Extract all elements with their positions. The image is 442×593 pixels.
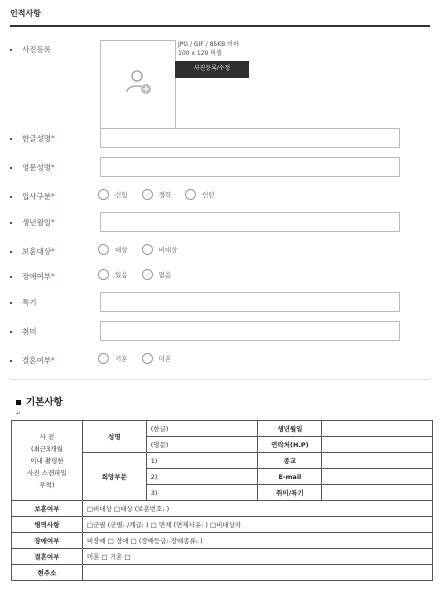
birth-input[interactable] bbox=[100, 212, 400, 232]
hobby-label: 취미 bbox=[22, 327, 37, 336]
veteran-cell: □비대상 □대상 (보훈번호: ) bbox=[82, 501, 432, 517]
korean-name-input[interactable] bbox=[100, 128, 400, 148]
wish2-cell: 2) bbox=[146, 469, 258, 485]
name-header: 성명 bbox=[82, 421, 146, 453]
veteran-radios bbox=[98, 244, 191, 255]
entry-type-row: 입사구분* 신입 경력 인턴 bbox=[10, 189, 430, 203]
section-divider bbox=[10, 25, 430, 27]
veteran-label: 보훈대상 bbox=[22, 247, 51, 256]
section-divider-light bbox=[10, 379, 430, 380]
specialty-label: 특기 bbox=[22, 298, 37, 307]
square-bullet-icon bbox=[16, 400, 21, 405]
photo-upload-button[interactable]: 사진등록/수정 bbox=[175, 61, 249, 78]
address-cell bbox=[82, 565, 432, 581]
birth-header: 생년월일 bbox=[258, 421, 322, 437]
bullet bbox=[10, 251, 12, 253]
radio-career[interactable]: 경력 bbox=[142, 189, 172, 200]
radio-disability-yes[interactable]: 있음 bbox=[98, 269, 128, 280]
entry-type-radios bbox=[98, 189, 229, 200]
disability-cell: 비장애 □ 장애 □ (장애등급: 장애종류: ) bbox=[82, 533, 432, 549]
photo-upload-box[interactable] bbox=[100, 40, 176, 140]
bullet bbox=[10, 276, 12, 278]
radio-single[interactable]: 미혼 bbox=[142, 353, 172, 364]
hobby-cell bbox=[322, 485, 433, 501]
bullet bbox=[10, 302, 12, 304]
religion-header: 종교 bbox=[258, 453, 322, 469]
email-header: E-mail bbox=[258, 469, 322, 485]
hobby-header: 취미/특기 bbox=[258, 485, 322, 501]
name-eng-cell: (영문) bbox=[146, 437, 258, 453]
bullet bbox=[10, 222, 12, 224]
photo-label: 사진등록 bbox=[22, 45, 51, 54]
wish1-cell: 1) bbox=[146, 453, 258, 469]
photo-cell: 사 진 (최근3개월 이내 촬영한 사진 스캔파일 부착) bbox=[12, 421, 83, 501]
disability-radios bbox=[98, 269, 185, 280]
name-kor-cell: (한글) bbox=[146, 421, 258, 437]
disability-row: 장애여부* 있음 없음 bbox=[10, 269, 430, 283]
military-cell: □군필 (군별: /계급: ) □ 면제 (면제사유: ) □비대상자 bbox=[82, 517, 432, 533]
radio-veteran-no[interactable]: 비대상 bbox=[142, 244, 178, 255]
doc-heading: 기본사항 bbox=[16, 394, 63, 408]
radio-new[interactable]: 신입 bbox=[98, 189, 128, 200]
marital-header: 결혼여부 bbox=[12, 549, 83, 565]
photo-requirements: JPG / GIF / 85KB 이하 100 x 120 픽셀 bbox=[178, 41, 239, 57]
english-name-label: 영문성명 bbox=[22, 163, 51, 172]
english-name-input[interactable] bbox=[100, 157, 400, 177]
contact-cell bbox=[322, 437, 433, 453]
korean-name-row: 한글성명* bbox=[10, 128, 430, 148]
english-name-row: 영문성명* bbox=[10, 157, 430, 177]
radio-intern[interactable]: 인턴 bbox=[185, 189, 215, 200]
disability-label: 장애여부 bbox=[22, 272, 51, 281]
radio-veteran-yes[interactable]: 대상 bbox=[98, 244, 128, 255]
marital-radios bbox=[98, 353, 185, 364]
bullet bbox=[10, 331, 12, 333]
hobby-row bbox=[10, 321, 430, 341]
wish3-cell: 3) bbox=[146, 485, 258, 501]
bullet bbox=[10, 196, 12, 198]
bullet bbox=[10, 49, 12, 51]
wish-dept-header: 희망부문 bbox=[82, 453, 146, 501]
entry-type-label: 입사구분 bbox=[22, 192, 51, 201]
contact-header: 연락처(H.P) bbox=[258, 437, 322, 453]
veteran-header: 보훈여부 bbox=[12, 501, 83, 517]
bullet bbox=[10, 167, 12, 169]
birth-row: 생년월일* bbox=[10, 212, 430, 232]
birth-label: 생년월일 bbox=[22, 218, 51, 227]
bullet bbox=[10, 360, 12, 362]
religion-cell bbox=[322, 453, 433, 469]
bullet bbox=[10, 138, 12, 140]
section-title: 인적사항 bbox=[10, 9, 41, 18]
paragraph-mark-icon: ↵ bbox=[16, 410, 22, 417]
photo-row bbox=[10, 40, 430, 140]
marital-row: 결혼여부* 기혼 미혼 bbox=[10, 353, 430, 367]
user-placeholder-icon bbox=[124, 67, 154, 97]
military-header: 병역사항 bbox=[12, 517, 83, 533]
address-header: 현주소 bbox=[12, 565, 83, 581]
disability-header: 장애여부 bbox=[12, 533, 83, 549]
korean-name-label: 한글성명 bbox=[22, 134, 51, 143]
specialty-input[interactable] bbox=[100, 292, 400, 312]
radio-married[interactable]: 기혼 bbox=[98, 353, 128, 364]
radio-disability-no[interactable]: 없음 bbox=[142, 269, 172, 280]
marital-cell: 미혼 □ 기혼 □ bbox=[82, 549, 432, 565]
hobby-input[interactable] bbox=[100, 321, 400, 341]
veteran-row: 보훈대상* 대상 비대상 bbox=[10, 244, 430, 258]
birth-cell bbox=[322, 421, 433, 437]
basic-info-table bbox=[11, 420, 433, 581]
specialty-row bbox=[10, 292, 430, 312]
marital-label: 결혼여부 bbox=[22, 356, 51, 365]
email-cell bbox=[322, 469, 433, 485]
